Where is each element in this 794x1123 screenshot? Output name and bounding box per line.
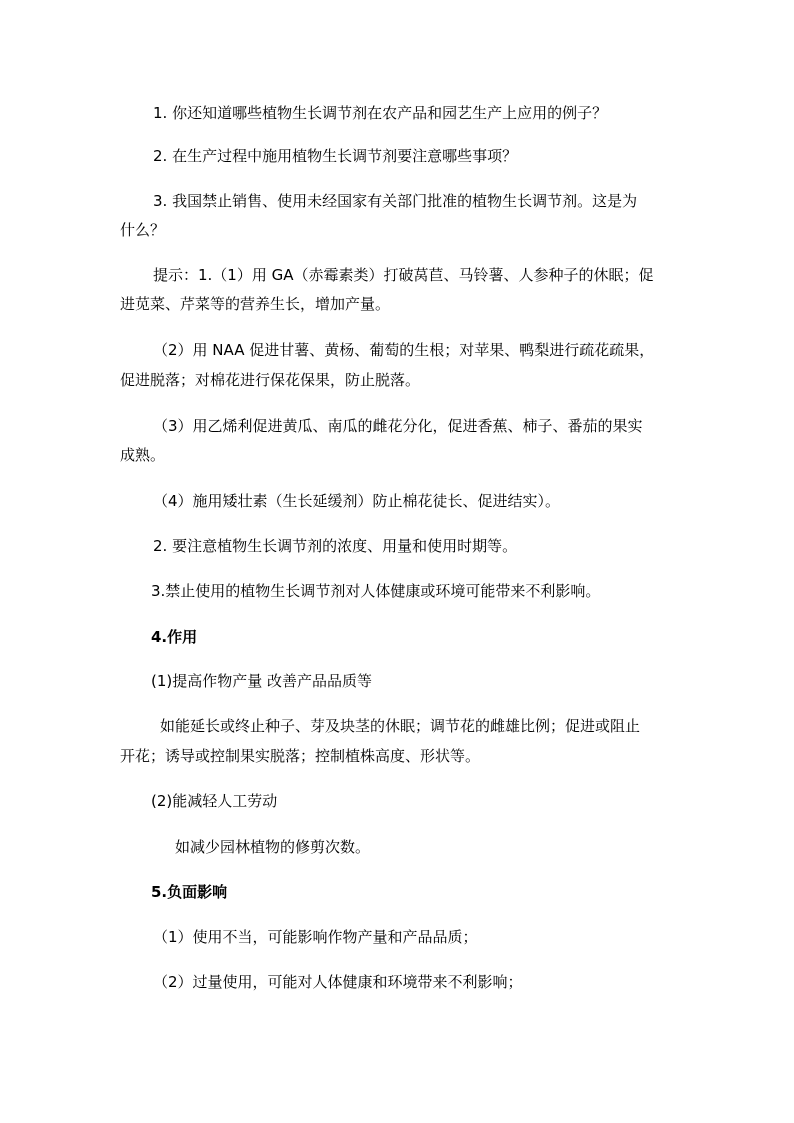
question-2: 2. 在生产过程中施用植物生长调节剂要注意哪些事项？ [153,147,518,165]
section-5-item-2: （2）过量使用，可能对人体健康和环境带来不利影响； [153,973,523,991]
hint-line-8: 2. 要注意植物生长调节剂的浓度、用量和使用时期等。 [153,537,518,555]
section-5-item-1: （1）使用不当，可能影响作物产量和产品品质； [153,928,478,946]
section-4-item-2: (2)能减轻人工劳动 [151,792,278,810]
section-5-heading: 5.负面影响 [151,883,228,901]
section-4-item-1-detail-1: 如能延长或终止种子、芽及块茎的休眠；调节花的雌雄比例；促进或阻止 [160,717,641,735]
hint-line-9: 3.禁止使用的植物生长调节剂对人体健康或环境可能带来不利影响。 [151,582,601,600]
hint-line-6: 成熟。 [120,446,166,464]
hint-line-7: （4）施用矮壮素（生长延缓剂）防止棉花徒长、促进结实）。 [153,492,561,510]
section-4-heading: 4.作用 [151,628,198,646]
hint-line-2: 进苋菜、芹菜等的营养生长，增加产量。 [120,295,391,313]
section-4-item-1-detail-2: 开花；诱导或控制果实脱落；控制植株高度、形状等。 [120,747,481,765]
hint-line-3: （2）用 NAA 促进甘薯、黄杨、葡萄的生根；对苹果、鸭梨进行疏花疏果， [153,341,655,359]
question-3-line-1: 3. 我国禁止销售、使用未经国家有关部门批准的植物生长调节剂。这是为 [153,192,638,210]
hint-line-5: （3）用乙烯利促进黄瓜、南瓜的雌花分化，促进香蕉、柿子、番茄的果实 [153,417,643,435]
section-4-item-1: (1)提高作物产量 改善产品品质等 [151,672,373,690]
hint-line-1: 提示：1.（1）用 GA（赤霉素类）打破莴苣、马铃薯、人参种子的休眠；促 [153,266,654,284]
section-4-item-2-detail: 如减少园林植物的修剪次数。 [175,838,371,856]
question-3-line-2: 什么？ [120,221,166,239]
hint-line-4: 促进脱落；对棉花进行保花保果，防止脱落。 [120,371,421,389]
question-1: 1. 你还知道哪些植物生长调节剂在农产品和园艺生产上应用的例子？ [153,104,608,122]
